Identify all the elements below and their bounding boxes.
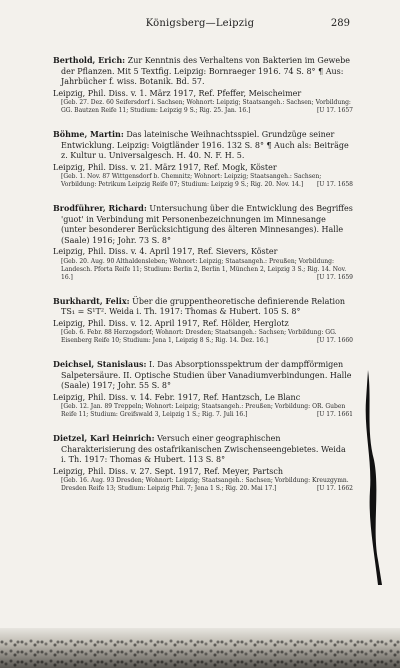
entry-title [53,433,353,466]
entry [53,359,353,419]
entry-title-text: Das lateinische Weihnachtsspiel. Grundzüge seiner Entwicklung. Leipzig: Voigtländer 1916. 132 S. 8° ¶ Auch als: Beiträge z. Kultur u. Universalgesch. H. 40. N. F. H. 5. [61,130,349,160]
scan-noise [0,638,400,668]
entry-notes [53,329,353,345]
entry [53,296,353,346]
entry-title-text: Untersuchung über die Entwicklung des Begriffes 'guot' in Verbindung mit Personenbezeichnungen im Minnesange (unter besonderer Berücksichtigung des älteren Minnesanges). Halle (Saale) 1916; Johr. 73 S. 8° [61,204,353,245]
entry-author: Deichsel, Stanislaus: [53,359,147,369]
entry-notes-text: [Geb. 6. Febr. 88 Herzogsdorf; Wohnort: Dresden; Staatsangeh.: Sachsen; Vorbildung: GG. Eisenberg Reife 10; Studium: Jena 1, Leipzig 8 S.; Rig. 14. Dez. 16.] [61,329,337,344]
entry-ref: [U 17. 1657 [316,107,353,114]
entry-title-text: Zur Kenntnis des Verhaltens von Bakterien im Gewebe der Pflanzen. Mit 5 Textfig. Leipzig: Bornraeger 1916. 74 S. 8° ¶ Aus: Jahrbücher f. wiss. Botanik. Bd. 57. [61,56,350,86]
entry-notes-text: [Geb. 12. Jan. 89 Treppeln; Wohnort: Leipzig; Staatsangeh.: Preußen; Vorbildung: OR. Guben Reife 11; Studium: Greifswald 3, Leipzig 1 S.; Rig. 7. Juli 16.] [61,403,346,418]
entry-ref: [U 17. 1660 [316,337,353,344]
entry [53,433,353,493]
entry-title-text: Versuch einer geographischen Charakterisierung des ostafrikanischen Zwischenseengebietes. Weida i. Th. 1917: Thomas & Hubert. 113 S. 8° [61,434,346,464]
entry-notes-text: [Geb. 16. Aug. 93 Dresden; Wohnort: Leipzig; Staatsangeh.: Sachsen; Vorbildung: Kreuzgymn. Dresden Reife 13; Studium: Leipzig Phil. 7; Jena 1 S.; Rig. 20. Mai 17.] [61,477,349,492]
entry-notes-text: [Geb. 1. Nov. 87 Wittgensdorf b. Chemnitz; Wohnort: Leipzig; Staatsangeh.: Sachsen; Vorbildung: Petrikum Leipzig Reife 07; Studium: Leipzig 9 S.; Rig. 20. Nov. 14.] [61,173,322,188]
entry-title [53,296,353,318]
entry-dissertation: Leipzig, Phil. Diss. v. 12. April 1917, Ref. Hölder, Herglotz [53,318,289,328]
ribbon-bookmark-icon [362,370,386,585]
entry-author: Burkhardt, Felix: [53,295,130,306]
entry-dissertation: Leipzig, Phil. Diss. v. 27. Sept. 1917, Ref. Meyer, Partsch [53,466,284,476]
entry-title [53,55,353,88]
entry-notes [53,173,353,189]
entry [53,55,353,115]
entry-author: Böhme, Martin: [53,129,124,139]
entry-title-text: Über die gruppentheoretische definierende Relation TS₁ = S¹T². Weida i. Th. 1917: Thomas & Hubert. 105 S. 8° [61,296,346,316]
entry-author: Dietzel, Karl Heinrich: [53,433,155,443]
entry [53,203,353,282]
entry-ref: [U 17. 1662 [316,485,353,492]
entry-ref: [U 17. 1659 [316,273,353,281]
entry-title-text: I. Das Absorptionsspektrum der dampfförmigen Salpetersäure. II. Optische Studien über Vanadiumverbindungen. Halle (Saale) 1917; Johr. 55 S. 8° [61,360,352,390]
entry-title [53,359,353,392]
entry-notes-text: [Geb. 27. Dez. 60 Seifersdorf i. Sachsen; Wohnort: Leipzig; Staatsangeh.: Sachsen; Vorbildung: GG. Bautzen Reife 11; Studium: Leipzig 9 S.; Rig. 25. Jan. 16.] [61,99,351,114]
running-title: Königsberg—Leipzig [145,18,255,29]
page-bottom-edge [0,628,400,668]
entry-list [53,55,353,507]
entry-notes [53,477,353,493]
entry-title [53,203,353,246]
entry-dissertation: Leipzig, Phil. Diss. v. 4. April 1917, Ref. Sievers, Köster [53,247,278,256]
page-number: 289 [330,18,350,29]
entry-dissertation: Leipzig, Phil. Diss. v. 14. Febr. 1917, Ref. Hantzsch, Le Blanc [53,392,301,402]
entry-notes [53,403,353,419]
entry-ref: [U 17. 1658 [316,181,353,188]
entry-author: Berthold, Erich: [53,55,126,65]
entry-dissertation: Leipzig, Phil. Diss. v. 21. März 1917, Ref. Mogk, Köster [53,162,277,172]
page-header [50,18,350,34]
entry-author: Brodführer, Richard: [53,203,147,213]
entry-title [53,129,353,162]
entry-notes-text: [Geb. 20. Aug. 90 Althaldensleben; Wohnort: Leipzig; Staatsangeh.: Preußen; Vorbildung: Landesch. Pforta Reife 11; Studium: Berlin 2, Berlin 1, München 2, Leipzig 3 S.; Rig. 14. Nov. 16.] [61,257,347,281]
entry-notes [53,99,353,115]
entry-ref: [U 17. 1661 [316,411,353,418]
entry-dissertation: Leipzig, Phil. Diss. v. 1. März 1917, Ref. Pfeffer, Meischeimer [53,88,302,98]
entry-notes [53,258,353,282]
entry [53,129,353,189]
